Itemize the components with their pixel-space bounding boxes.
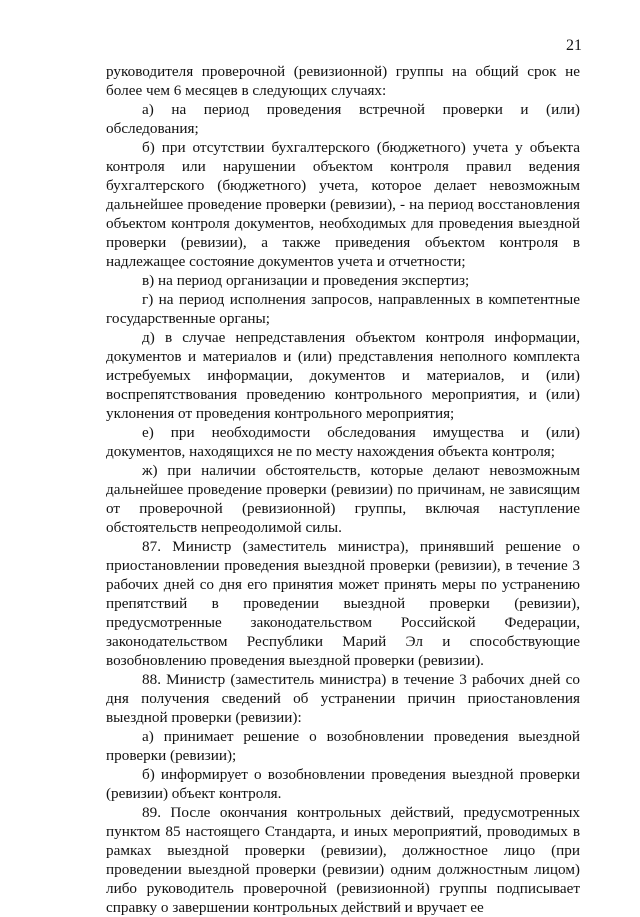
list-item-d: д) в случае непредставления объектом контроля информации, документов и материалов и (или) представления неполного комплекта истребуемых информации, документов и материалов, и (или) воспрепятствования проведению контрольного мероприятия, и (или) уклонения от проведения контрольного мероприятия; — [106, 329, 580, 422]
list-item-g: г) на период исполнения запросов, направленных в компетентные государственные органы; — [106, 291, 580, 327]
clause-88-item-a: а) принимает решение о возобновлении проведения выездной проверки (ревизии); — [106, 728, 580, 764]
clause-88-item-b: б) информирует о возобновлении проведения выездной проверки (ревизии) объект контроля. — [106, 766, 580, 802]
document-body — [106, 62, 580, 917]
clause-89: 89. После окончания контрольных действий, предусмотренных пунктом 85 настоящего Стандарта, и иных мероприятий, проводимых в рамках выездной проверки (ревизии), должностное лицо (при проведении выездной проверки (ревизии) одним должностным лицом) либо руководитель проверочной (ревизионной) группы подписывает справку о завершении контрольных действий и вручает ее — [106, 804, 580, 916]
list-item-e: е) при необходимости обследования имущества и (или) документов, находящихся не по месту нахождения объекта контроля; — [106, 424, 580, 460]
list-item-b: б) при отсутствии бухгалтерского (бюджетного) учета у объекта контроля или нарушении объектом контроля правил ведения бухгалтерского (бюджетного) учета, которое делает невозможным дальнейшее проведение проверки (ревизии), - на период восстановления объектом контроля документов, необходимых для проведения выездной проверки (ревизии), а также приведения объектом контроля в надлежащее состояние документов учета и отчетности; — [106, 139, 580, 270]
page-number: 21 — [566, 37, 582, 54]
clause-88: 88. Министр (заместитель министра) в течение 3 рабочих дней со дня получения сведений об устранении причин приостановления выездной проверки (ревизии): — [106, 671, 580, 726]
paragraph-continuation: руководителя проверочной (ревизионной) группы на общий срок не более чем 6 месяцев в следующих случаях: — [106, 63, 580, 99]
list-item-a: а) на период проведения встречной проверки и (или) обследования; — [106, 101, 580, 137]
list-item-zh: ж) при наличии обстоятельств, которые делают невозможным дальнейшее проведение проверки (ревизии) по причинам, не зависящим от проверочной (ревизионной) группы, включая наступление обстоятельств непреодолимой силы. — [106, 462, 580, 536]
list-item-v: в) на период организации и проведения экспертиз; — [142, 272, 470, 289]
clause-87: 87. Министр (заместитель министра), принявший решение о приостановлении проведения выездной проверки (ревизии), в течение 3 рабочих дней со дня его принятия может принять меры по устранению препятствий в проведении выездной проверки (ревизии), предусмотренные законодательством Российской Федерации, законодательством Республики Марий Эл и способствующие возобновлению проведения выездной проверки (ревизии). — [106, 538, 580, 669]
